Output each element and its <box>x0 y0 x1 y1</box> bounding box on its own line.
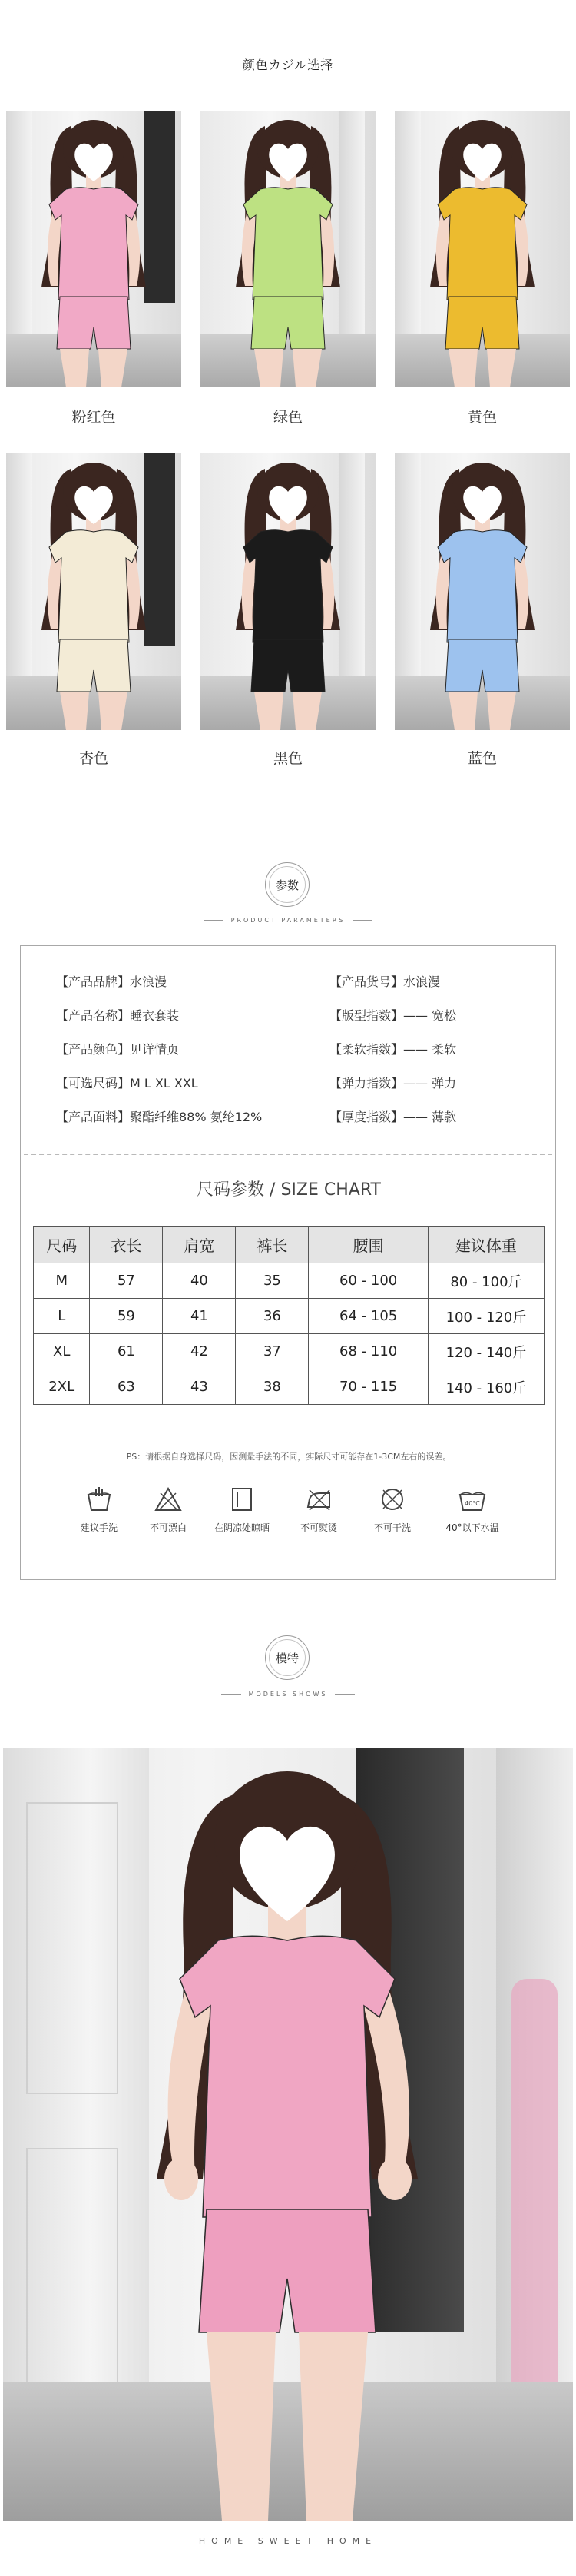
dashed-divider <box>24 1154 552 1155</box>
care-item <box>205 1484 279 1534</box>
color-swatch-photo[interactable] <box>395 111 570 387</box>
size-chart-table <box>33 1226 545 1405</box>
table-cell: 42 <box>163 1334 236 1369</box>
model-figure <box>3 1748 573 2521</box>
table-row <box>34 1263 545 1299</box>
spec-elastic-value: —— 弹力 <box>403 1076 457 1090</box>
care-label: 建议手洗 <box>80 1522 118 1533</box>
table-cell: 100 - 120斤 <box>428 1299 544 1334</box>
table-cell: L <box>34 1299 90 1334</box>
table-cell: 61 <box>90 1334 163 1369</box>
spec-sizes <box>56 1074 198 1091</box>
spec-name-value: 睡衣套装 <box>130 1008 180 1023</box>
spec-brand-value: 水浪漫 <box>130 974 167 989</box>
spec-name <box>56 1006 179 1024</box>
care-item <box>356 1484 429 1534</box>
table-cell: 64 - 105 <box>309 1299 428 1334</box>
table-row <box>34 1299 545 1334</box>
face-cover-heart <box>269 144 307 181</box>
spec-sizes-value: M L XL XXL <box>130 1076 198 1090</box>
size-table-header: 建议体重 <box>428 1227 544 1263</box>
spec-sku <box>329 972 440 990</box>
model-figure <box>200 453 376 730</box>
table-cell: XL <box>34 1334 90 1369</box>
face-cover-heart <box>463 486 502 524</box>
spec-fit-value: —— 宽松 <box>403 1008 457 1023</box>
face-cover-heart <box>74 486 113 524</box>
care-label: 40°以下水温 <box>445 1522 499 1533</box>
size-chart-title: 尺码参数 / SIZE CHART <box>197 1180 381 1200</box>
size-table-body <box>34 1263 545 1405</box>
spec-soft-label: 【柔软指数】 <box>329 1042 404 1057</box>
table-cell: 37 <box>236 1334 309 1369</box>
color-swatch-photo[interactable] <box>6 453 181 730</box>
color-swatch-label: 杏色 <box>78 750 108 767</box>
care-item <box>131 1484 205 1534</box>
color-swatch-label: 黄色 <box>467 409 497 426</box>
spec-sizes-label: 【可选尺码】 <box>56 1076 131 1090</box>
spec-sku-value: 水浪漫 <box>403 974 441 989</box>
models-subtitle: MODELS SHOWS <box>0 1691 576 1698</box>
color-swatch-photo[interactable] <box>6 111 181 387</box>
params-badge <box>265 862 310 907</box>
shade-dry-icon <box>227 1484 257 1515</box>
care-label: 不可漂白 <box>149 1522 187 1533</box>
spec-fabric-label: 【产品面料】 <box>56 1110 131 1124</box>
no-dry-clean-icon <box>377 1484 408 1515</box>
table-cell: 68 - 110 <box>309 1334 428 1369</box>
table-cell: 59 <box>90 1299 163 1334</box>
table-cell: 38 <box>236 1369 309 1405</box>
spec-box <box>20 945 556 1580</box>
no-iron-icon <box>303 1484 334 1515</box>
care-item <box>62 1484 136 1534</box>
spec-name-label: 【产品名称】 <box>56 1008 131 1023</box>
size-table-header: 肩宽 <box>163 1227 236 1263</box>
model-figure <box>395 453 570 730</box>
face-cover-heart <box>240 1827 335 1921</box>
water-temp-icon <box>457 1484 488 1515</box>
spec-thick <box>329 1107 456 1125</box>
table-cell: 35 <box>236 1263 309 1299</box>
color-swatch-photo[interactable] <box>200 453 376 730</box>
color-swatch-label: 黑色 <box>273 750 303 767</box>
spec-thick-label: 【厚度指数】 <box>329 1110 404 1124</box>
model-photo <box>3 1748 573 2521</box>
models-badge-label: 模特 <box>269 1639 306 1676</box>
spec-elastic-label: 【弹力指数】 <box>329 1076 404 1090</box>
table-cell: 63 <box>90 1369 163 1405</box>
spec-brand-label: 【产品品牌】 <box>56 974 131 989</box>
no-bleach-icon <box>153 1484 184 1515</box>
table-cell: 70 - 115 <box>309 1369 428 1405</box>
color-swatch-photo[interactable] <box>200 111 376 387</box>
face-cover-heart <box>269 486 307 524</box>
models-badge <box>265 1635 310 1680</box>
color-swatch-photo[interactable] <box>395 453 570 730</box>
hand-wash-icon <box>84 1484 114 1515</box>
spec-color-value: 见详情页 <box>130 1042 180 1057</box>
spec-fabric <box>56 1107 262 1125</box>
table-cell: 57 <box>90 1263 163 1299</box>
care-item <box>435 1484 509 1534</box>
model-figure <box>6 453 181 730</box>
size-table-header: 裤长 <box>236 1227 309 1263</box>
table-cell: 36 <box>236 1299 309 1334</box>
spec-brand <box>56 972 167 990</box>
spec-thick-value: —— 薄款 <box>403 1110 457 1124</box>
table-cell: 2XL <box>34 1369 90 1405</box>
spec-elastic <box>329 1074 456 1091</box>
spec-sku-label: 【产品货号】 <box>329 974 404 989</box>
model-figure <box>395 111 570 387</box>
svg-text:40°C: 40°C <box>465 1500 480 1507</box>
care-label: 不可干洗 <box>373 1522 411 1533</box>
spec-color-label: 【产品颜色】 <box>56 1042 131 1057</box>
color-section-title: 颜色カジル选择 <box>242 58 334 72</box>
table-cell: M <box>34 1263 90 1299</box>
table-cell: 80 - 100斤 <box>428 1263 544 1299</box>
care-label: 在阴凉处晾晒 <box>214 1522 270 1533</box>
table-cell: 60 - 100 <box>309 1263 428 1299</box>
color-swatch-label: 粉红色 <box>71 409 116 426</box>
spec-color <box>56 1040 179 1057</box>
size-table-header: 衣长 <box>90 1227 163 1263</box>
color-swatch-label: 绿色 <box>273 409 303 426</box>
model-figure <box>6 111 181 387</box>
spec-soft <box>329 1040 456 1057</box>
spec-fabric-value: 聚酯纤维88% 氨纶12% <box>130 1110 263 1124</box>
params-subtitle: PRODUCT PARAMETERS <box>0 917 576 924</box>
table-row <box>34 1369 545 1405</box>
care-item <box>282 1484 356 1534</box>
model-figure <box>200 111 376 387</box>
size-table-header: 腰围 <box>309 1227 428 1263</box>
color-swatch-label: 蓝色 <box>467 750 497 767</box>
care-label: 不可熨烫 <box>300 1522 337 1533</box>
table-cell: 41 <box>163 1299 236 1334</box>
face-cover-heart <box>74 144 113 181</box>
table-cell: 120 - 140斤 <box>428 1334 544 1369</box>
table-row <box>34 1334 545 1369</box>
size-table-header-row <box>34 1227 545 1263</box>
params-badge-label: 参数 <box>269 866 306 903</box>
face-cover-heart <box>463 144 502 181</box>
table-cell: 140 - 160斤 <box>428 1369 544 1405</box>
size-table-header: 尺码 <box>34 1227 90 1263</box>
table-cell: 40 <box>163 1263 236 1299</box>
ps-note: PS：请根据自身选择尺码，因测量手法的不同，实际尺寸可能存在1-3CM左右的误差。 <box>126 1452 452 1462</box>
spec-fit-label: 【版型指数】 <box>329 1008 404 1023</box>
spec-fit <box>329 1006 456 1024</box>
spec-soft-value: —— 柔软 <box>403 1042 457 1057</box>
table-cell: 43 <box>163 1369 236 1405</box>
home-footer-text: HOME SWEET HOME <box>198 2536 378 2546</box>
